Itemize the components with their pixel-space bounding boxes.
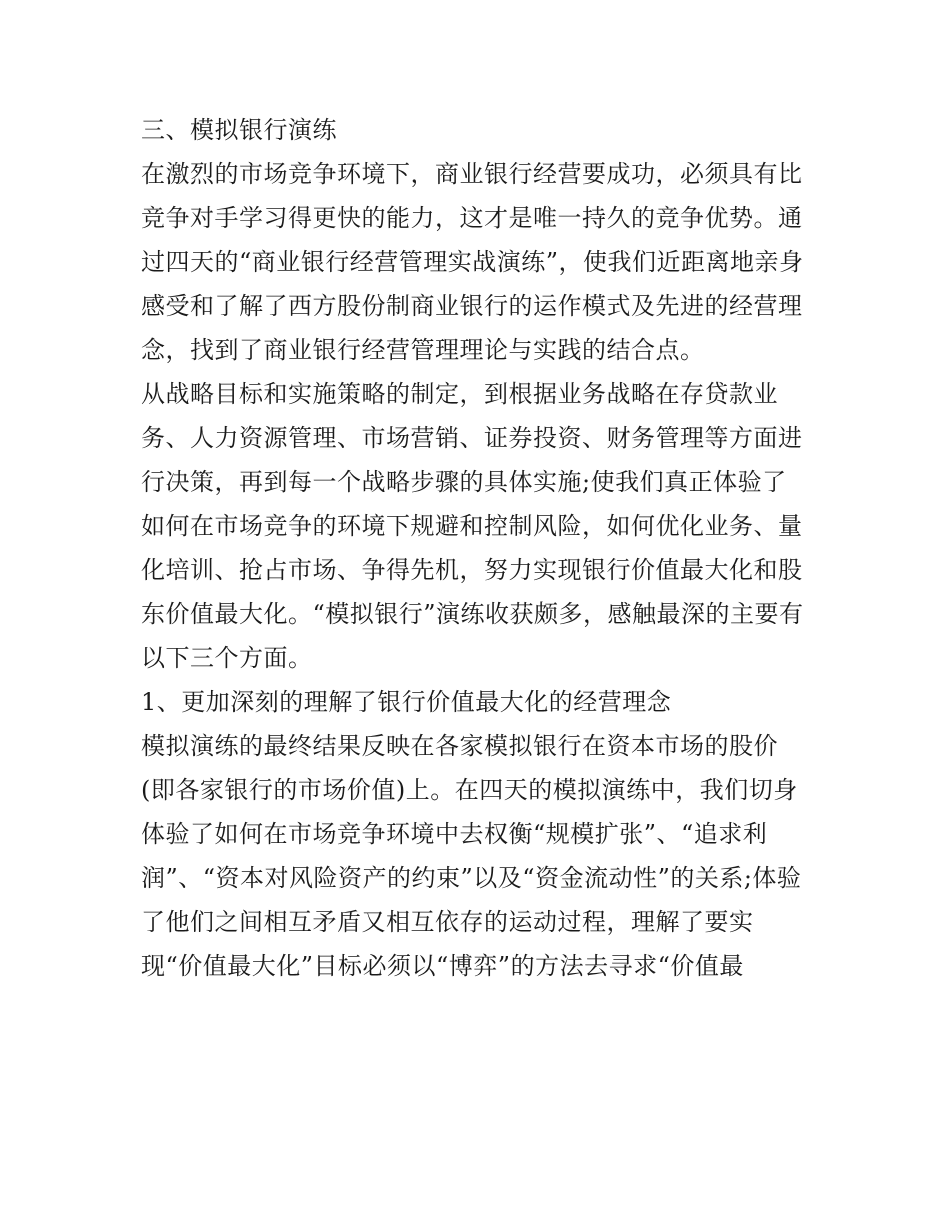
- paragraph-line: 如何在市场竞争的环境下规避和控制风险，如何优化业务、量: [141, 512, 803, 540]
- paragraph-line: 感受和了解了西方股份制商业银行的运作模式及先进的经营理: [141, 292, 803, 320]
- paragraph-line: 竞争对手学习得更快的能力，这才是唯一持久的竞争优势。通: [141, 204, 803, 232]
- document-body: [141, 108, 821, 988]
- paragraph-line: 务、人力资源管理、市场营销、证券投资、财务管理等方面进: [141, 424, 803, 452]
- subheading: 1、更加深刻的理解了银行价值最大化的经营理念: [141, 688, 672, 716]
- paragraph-line: 以下三个方面。: [141, 644, 313, 672]
- paragraph-line: 在激烈的市场竞争环境下，商业银行经营要成功，必须具有比: [141, 160, 803, 188]
- paragraph-line: 润”、“资本对风险资产的约束”以及“资金流动性”的关系;体验: [141, 864, 802, 892]
- paragraph-line: 过四天的“商业银行经营管理实战演练”，使我们近距离地亲身: [141, 248, 804, 276]
- paragraph-line: 行决策，再到每一个战略步骤的具体实施;使我们真正体验了: [141, 468, 787, 496]
- paragraph-line: (即各家银行的市场价值)上。在四天的模拟演练中，我们切身: [141, 776, 798, 804]
- section-heading: 三、模拟银行演练: [141, 116, 337, 144]
- paragraph-line: 化培训、抢占市场、争得先机，努力实现银行价值最大化和股: [141, 556, 803, 584]
- paragraph-line: 现“价值最大化”目标必须以“博弈”的方法去寻求“价值最: [141, 952, 744, 980]
- paragraph-line: 模拟演练的最终结果反映在各家模拟银行在资本市场的股价: [141, 732, 778, 760]
- paragraph-line: 从战略目标和实施策略的制定，到根据业务战略在存贷款业: [141, 380, 778, 408]
- paragraph-line: 东价值最大化。“模拟银行”演练收获颇多，感触最深的主要有: [141, 600, 804, 628]
- paragraph-line: 体验了如何在市场竞争环境中去权衡“规模扩张”、“追求利: [141, 820, 768, 848]
- paragraph-line: 念，找到了商业银行经营管理理论与实践的结合点。: [141, 336, 705, 364]
- paragraph-line: 了他们之间相互矛盾又相互依存的运动过程，理解了要实: [141, 908, 754, 936]
